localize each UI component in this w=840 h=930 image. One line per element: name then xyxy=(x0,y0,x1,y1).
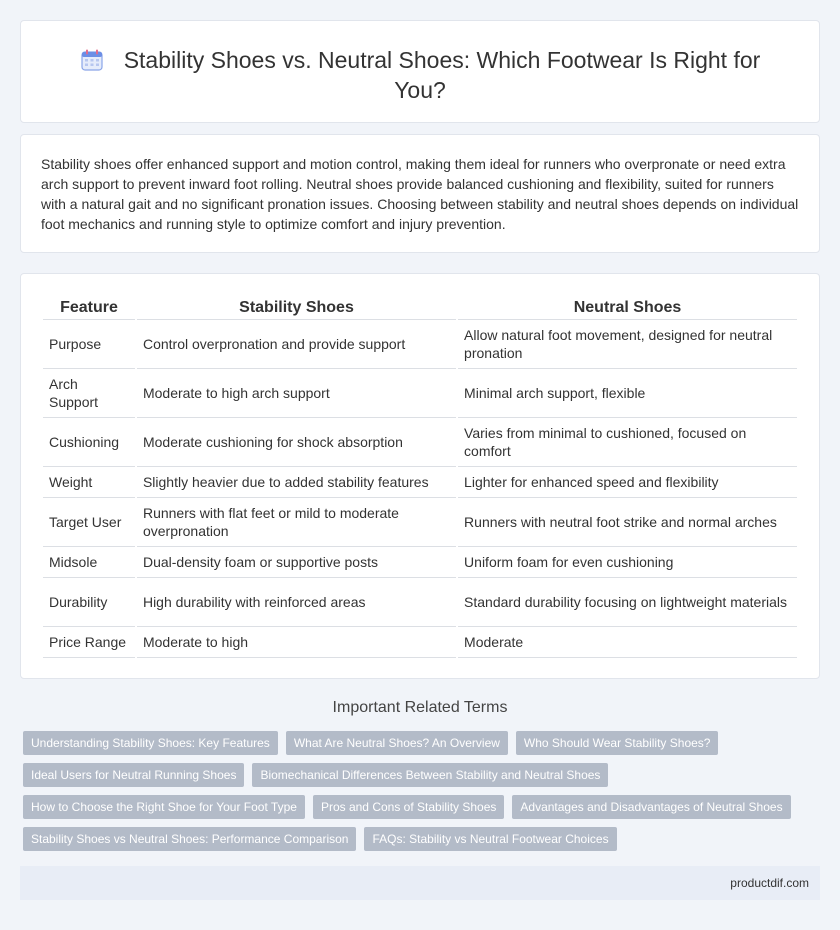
related-term-link[interactable]: Who Should Wear Stability Shoes? xyxy=(516,731,719,755)
page-title: Stability Shoes vs. Neutral Shoes: Which Footwear Is Right for You? xyxy=(123,47,761,103)
feature-cell: Cushioning xyxy=(43,418,135,467)
table-header-row xyxy=(43,294,797,320)
related-term-link[interactable]: Biomechanical Differences Between Stability and Neutral Shoes xyxy=(252,763,608,787)
neutral-cell: Lighter for enhanced speed and flexibility xyxy=(458,467,797,498)
feature-cell: Purpose xyxy=(43,320,135,369)
comparison-table xyxy=(41,294,799,658)
feature-cell: Weight xyxy=(43,467,135,498)
stability-cell: High durability with reinforced areas xyxy=(137,578,456,627)
header-stability: Stability Shoes xyxy=(137,294,456,320)
header-feature: Feature xyxy=(43,294,135,320)
feature-cell: Price Range xyxy=(43,627,135,658)
table-row xyxy=(43,627,797,658)
neutral-cell: Uniform foam for even cushioning xyxy=(458,547,797,578)
table-row xyxy=(43,578,797,627)
stability-cell: Slightly heavier due to added stability features xyxy=(137,467,456,498)
intro-card xyxy=(20,134,820,253)
footer-site: productdif.com xyxy=(730,876,809,890)
neutral-cell: Moderate xyxy=(458,627,797,658)
neutral-cell: Minimal arch support, flexible xyxy=(458,369,797,418)
comparison-card xyxy=(20,273,820,679)
feature-cell: Durability xyxy=(43,578,135,627)
table-row xyxy=(43,467,797,498)
feature-cell: Arch Support xyxy=(43,369,135,418)
header-neutral: Neutral Shoes xyxy=(458,294,797,320)
related-terms-title: Important Related Terms xyxy=(332,699,508,716)
neutral-cell: Varies from minimal to cushioned, focused on comfort xyxy=(458,418,797,467)
table-row xyxy=(43,418,797,467)
related-term-link[interactable]: FAQs: Stability vs Neutral Footwear Choices xyxy=(364,827,616,851)
related-terms-list xyxy=(23,731,823,851)
page-title-wrap xyxy=(61,45,779,105)
stability-cell: Runners with flat feet or mild to moderate overpronation xyxy=(137,498,456,547)
footer xyxy=(20,866,820,900)
table-row xyxy=(43,369,797,418)
title-card xyxy=(20,20,820,123)
stability-cell: Control overpronation and provide support xyxy=(137,320,456,369)
neutral-cell: Runners with neutral foot strike and normal arches xyxy=(458,498,797,547)
table-row xyxy=(43,498,797,547)
related-term-link[interactable]: How to Choose the Right Shoe for Your Foot Type xyxy=(23,795,305,819)
feature-cell: Target User xyxy=(43,498,135,547)
intro-paragraph: Stability shoes offer enhanced support and motion control, making them ideal for runners who overpronate or need extra arch support to prevent inward foot rolling. Neutral shoes provide balanced cushioning and flexibility, suited for runners with a natural gait and no significant pronation issues. Choosing between stability and neutral shoes depends on individual foot mechanics and running style to optimize comfort and injury prevention. xyxy=(41,156,799,232)
stability-cell: Moderate cushioning for shock absorption xyxy=(137,418,456,467)
related-term-link[interactable]: Advantages and Disadvantages of Neutral Shoes xyxy=(512,795,790,819)
table-row xyxy=(43,547,797,578)
related-term-link[interactable]: Pros and Cons of Stability Shoes xyxy=(313,795,504,819)
feature-cell: Midsole xyxy=(43,547,135,578)
related-term-link[interactable]: Understanding Stability Shoes: Key Features xyxy=(23,731,278,755)
neutral-cell: Standard durability focusing on lightweight materials xyxy=(458,578,797,627)
neutral-cell: Allow natural foot movement, designed for neutral pronation xyxy=(458,320,797,369)
related-term-link[interactable]: Ideal Users for Neutral Running Shoes xyxy=(23,763,244,787)
calendar-icon xyxy=(80,48,104,72)
related-term-link[interactable]: What Are Neutral Shoes? An Overview xyxy=(286,731,508,755)
stability-cell: Moderate to high xyxy=(137,627,456,658)
stability-cell: Moderate to high arch support xyxy=(137,369,456,418)
table-row xyxy=(43,320,797,369)
stability-cell: Dual-density foam or supportive posts xyxy=(137,547,456,578)
related-term-link[interactable]: Stability Shoes vs Neutral Shoes: Performance Comparison xyxy=(23,827,356,851)
